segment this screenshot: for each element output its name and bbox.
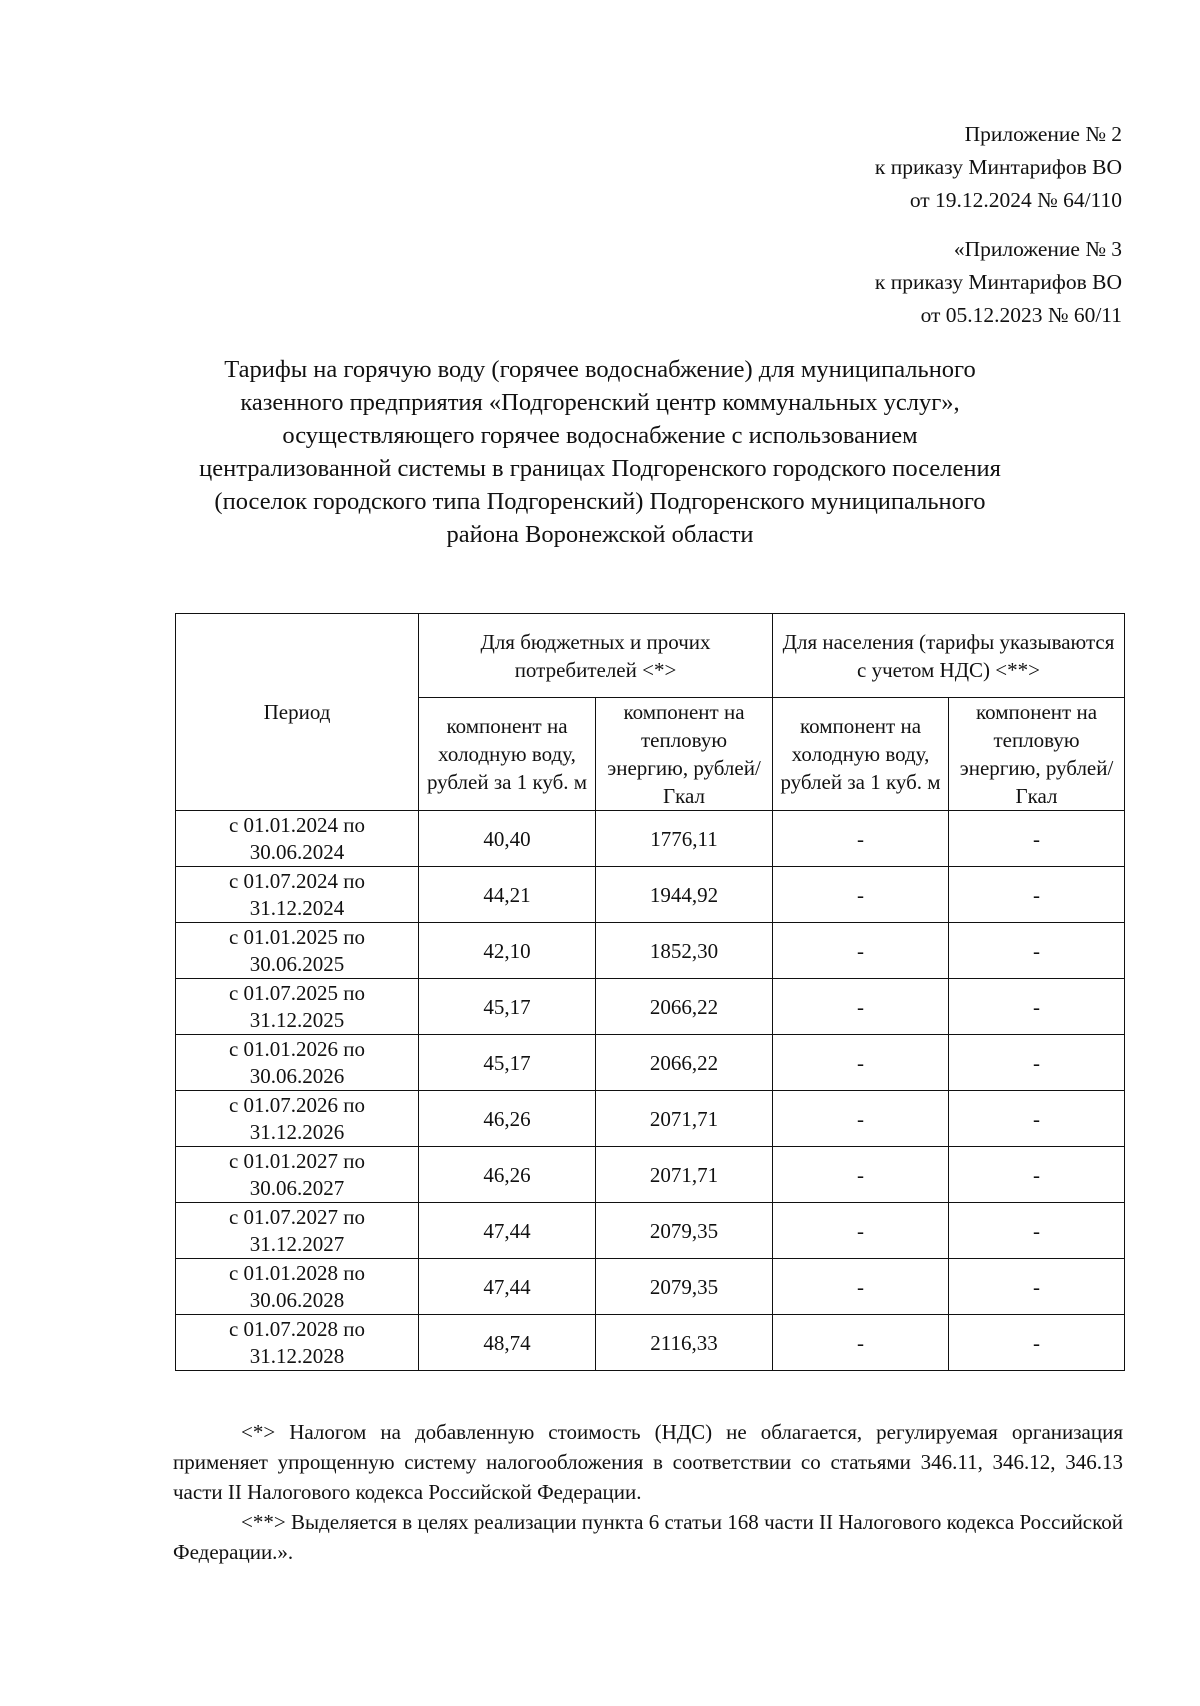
period-cell — [176, 1091, 419, 1147]
period-end: 30.06.2028 — [249, 1287, 345, 1312]
period-start: с 01.07.2027 по — [228, 1204, 366, 1229]
table-row — [176, 1147, 1125, 1203]
period-start: с 01.01.2025 по — [228, 924, 366, 949]
budget-cold-water-value: 46,26 — [419, 1091, 596, 1147]
table-row — [176, 1091, 1125, 1147]
budget-heat-energy-value: 1776,11 — [596, 811, 773, 867]
period-end: 30.06.2025 — [249, 951, 345, 976]
table-row — [176, 1315, 1125, 1371]
period-start: с 01.01.2027 по — [228, 1148, 366, 1173]
budget-cold-water-value: 45,17 — [419, 979, 596, 1035]
population-cold-water-value: - — [773, 811, 949, 867]
period-cell — [176, 1259, 419, 1315]
table-row — [176, 1203, 1125, 1259]
table-row — [176, 867, 1125, 923]
document-title — [150, 353, 1050, 551]
period-cell — [176, 1147, 419, 1203]
budget-cold-water-value: 46,26 — [419, 1147, 596, 1203]
period-cell — [176, 867, 419, 923]
title-line: (поселок городского типа Подгоренский) Подгоренского муниципального — [214, 488, 986, 515]
population-cold-water-value: - — [773, 1091, 949, 1147]
period-cell — [176, 1315, 419, 1371]
period-start: с 01.01.2026 по — [228, 1036, 366, 1061]
budget-cold-water-value: 44,21 — [419, 867, 596, 923]
tariff-table — [175, 613, 1125, 1371]
population-heat-energy-header: компонент на тепловую энергию, рублей/Гкал — [949, 698, 1125, 811]
footnotes — [173, 1417, 1123, 1567]
period-cell — [176, 979, 419, 1035]
population-cold-water-value: - — [773, 923, 949, 979]
period-cell — [176, 1035, 419, 1091]
period-start: с 01.07.2026 по — [228, 1092, 366, 1117]
title-line: Тарифы на горячую воду (горячее водоснабжение) для муниципального — [224, 356, 976, 383]
budget-heat-energy-value: 2071,71 — [596, 1147, 773, 1203]
population-cold-water-value: - — [773, 1259, 949, 1315]
appendix-previous-line2: к приказу Минтарифов ВО — [874, 270, 1122, 294]
period-start: с 01.07.2024 по — [228, 868, 366, 893]
period-cell — [176, 923, 419, 979]
appendix-previous-line1: «Приложение № 3 — [953, 237, 1122, 261]
title-line: района Воронежской области — [446, 521, 754, 548]
table-row — [176, 1035, 1125, 1091]
period-start: с 01.01.2024 по — [228, 812, 366, 837]
appendix-current-line2: к приказу Минтарифов ВО — [874, 155, 1122, 179]
appendix-previous-line3: от 05.12.2023 № 60/11 — [920, 303, 1122, 327]
budget-heat-energy-value: 2116,33 — [596, 1315, 773, 1371]
budget-cold-water-header: компонент на холодную воду, рублей за 1 куб. м — [419, 698, 596, 811]
tariff-table-body — [176, 811, 1125, 1371]
title-line: казенного предприятия «Подгоренский центр коммунальных услуг», — [240, 389, 960, 416]
population-cold-water-value: - — [773, 979, 949, 1035]
footnote-vat-exempt: <*> Налогом на добавленную стоимость (НДС) не облагается, регулируемая организация применяет упрощенную систему налогообложения в соответствии со статьями 346.11, 346.12, 346.13 части II Налогового кодекса Российской Федерации. — [173, 1420, 1123, 1504]
population-cold-water-value: - — [773, 1147, 949, 1203]
population-heat-energy-value: - — [949, 1315, 1125, 1371]
population-heat-energy-value: - — [949, 1259, 1125, 1315]
footnote-vat-allocated: <**> Выделяется в целях реализации пункта 6 статьи 168 части II Налогового кодекса Российской Федерации.». — [173, 1510, 1123, 1564]
table-row — [176, 979, 1125, 1035]
budget-heat-energy-value: 1944,92 — [596, 867, 773, 923]
budget-consumers-header: Для бюджетных и прочих потребителей <*> — [419, 614, 773, 698]
population-heat-energy-value: - — [949, 1035, 1125, 1091]
period-end: 30.06.2027 — [249, 1175, 345, 1200]
period-end: 31.12.2025 — [249, 1007, 345, 1032]
budget-cold-water-value: 48,74 — [419, 1315, 596, 1371]
population-heat-energy-value: - — [949, 867, 1125, 923]
population-cold-water-value: - — [773, 1203, 949, 1259]
title-line: централизованной системы в границах Подгоренского городского поселения — [199, 455, 1001, 482]
population-cold-water-value: - — [773, 867, 949, 923]
population-heat-energy-value: - — [949, 1147, 1125, 1203]
table-row — [176, 811, 1125, 867]
title-line: осуществляющего горячее водоснабжение с использованием — [282, 422, 918, 449]
period-header: Период — [176, 614, 419, 811]
period-end: 30.06.2024 — [249, 839, 345, 864]
period-cell — [176, 1203, 419, 1259]
budget-cold-water-value: 47,44 — [419, 1259, 596, 1315]
budget-cold-water-value: 47,44 — [419, 1203, 596, 1259]
budget-cold-water-value: 40,40 — [419, 811, 596, 867]
period-start: с 01.01.2028 по — [228, 1260, 366, 1285]
appendix-current-reference — [875, 118, 1122, 217]
period-end: 30.06.2026 — [249, 1063, 345, 1088]
population-header: Для населения (тарифы указываются с учетом НДС) <**> — [773, 614, 1125, 698]
budget-cold-water-value: 42,10 — [419, 923, 596, 979]
budget-heat-energy-header: компонент на тепловую энергию, рублей/Гкал — [596, 698, 773, 811]
period-start: с 01.07.2025 по — [228, 980, 366, 1005]
budget-heat-energy-value: 1852,30 — [596, 923, 773, 979]
population-heat-energy-value: - — [949, 811, 1125, 867]
table-row — [176, 1259, 1125, 1315]
table-row — [176, 923, 1125, 979]
period-end: 31.12.2024 — [249, 895, 345, 920]
budget-heat-energy-value: 2079,35 — [596, 1203, 773, 1259]
period-end: 31.12.2028 — [249, 1343, 345, 1368]
period-end: 31.12.2026 — [249, 1119, 345, 1144]
population-cold-water-value: - — [773, 1315, 949, 1371]
period-start: с 01.07.2028 по — [228, 1316, 366, 1341]
budget-heat-energy-value: 2079,35 — [596, 1259, 773, 1315]
population-heat-energy-value: - — [949, 979, 1125, 1035]
population-cold-water-header: компонент на холодную воду, рублей за 1 куб. м — [773, 698, 949, 811]
appendix-current-line3: от 19.12.2024 № 64/110 — [909, 188, 1122, 212]
budget-heat-energy-value: 2066,22 — [596, 979, 773, 1035]
appendix-current-line1: Приложение № 2 — [964, 122, 1122, 146]
population-heat-energy-value: - — [949, 1203, 1125, 1259]
budget-cold-water-value: 45,17 — [419, 1035, 596, 1091]
population-heat-energy-value: - — [949, 923, 1125, 979]
budget-heat-energy-value: 2066,22 — [596, 1035, 773, 1091]
population-cold-water-value: - — [773, 1035, 949, 1091]
appendix-previous-reference — [875, 233, 1122, 332]
period-end: 31.12.2027 — [249, 1231, 345, 1256]
population-heat-energy-value: - — [949, 1091, 1125, 1147]
period-cell — [176, 811, 419, 867]
table-header-row — [176, 614, 1125, 698]
budget-heat-energy-value: 2071,71 — [596, 1091, 773, 1147]
